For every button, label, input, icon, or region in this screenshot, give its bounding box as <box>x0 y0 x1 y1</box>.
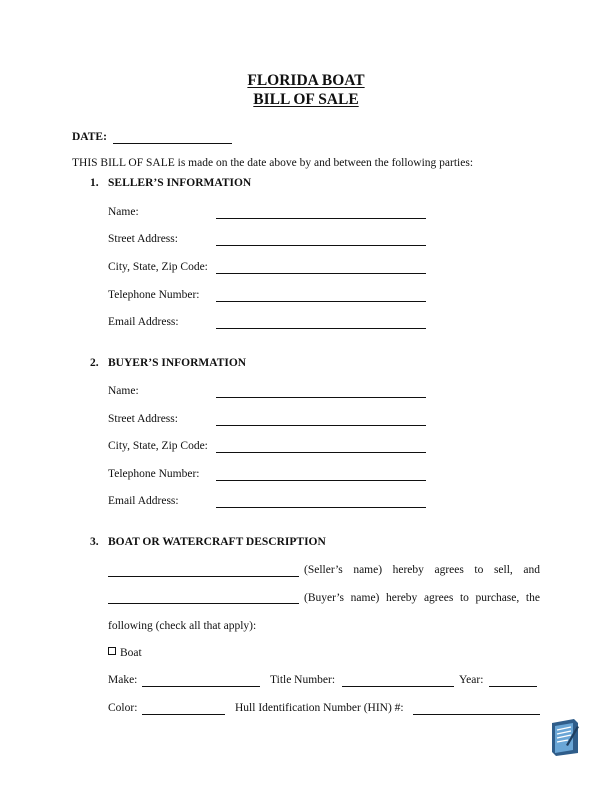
buyer-name-blank[interactable] <box>108 603 299 604</box>
hin-field[interactable] <box>413 714 540 715</box>
sell-agreement-text: (Seller’s name) hereby agrees to sell, and <box>304 564 540 576</box>
document-logo-icon <box>550 717 580 757</box>
make-field[interactable] <box>142 686 260 687</box>
buyer-name-field[interactable] <box>216 397 426 398</box>
seller-street-label: Street Address: <box>108 233 178 245</box>
seller-section-number: 1. <box>90 177 99 189</box>
year-field[interactable] <box>489 686 537 687</box>
document-title-line2: BILL OF SALE <box>253 91 359 108</box>
seller-name-blank[interactable] <box>108 576 299 577</box>
hin-label: Hull Identification Number (HIN) #: <box>235 702 404 714</box>
seller-phone-field[interactable] <box>216 301 426 302</box>
buyer-email-field[interactable] <box>216 507 426 508</box>
year-label: Year: <box>459 674 484 686</box>
seller-section-heading: SELLER’S INFORMATION <box>108 177 252 189</box>
date-label: DATE: <box>72 131 107 143</box>
buyer-section-heading: BUYER’S INFORMATION <box>108 357 247 369</box>
document-title-line1: FLORIDA BOAT <box>247 72 365 89</box>
title-number-label: Title Number: <box>270 674 336 686</box>
buyer-phone-label: Telephone Number: <box>108 468 200 480</box>
seller-name-label: Name: <box>108 206 139 218</box>
seller-email-label: Email Address: <box>108 316 179 328</box>
seller-name-field[interactable] <box>216 218 426 219</box>
buyer-name-label: Name: <box>108 385 139 397</box>
color-label: Color: <box>108 702 138 714</box>
buyer-phone-field[interactable] <box>216 480 426 481</box>
buyer-street-label: Street Address: <box>108 413 178 425</box>
boat-checkbox[interactable] <box>108 647 116 655</box>
seller-email-field[interactable] <box>216 328 426 329</box>
boat-checkbox-label: Boat <box>120 647 142 659</box>
color-field[interactable] <box>142 714 225 715</box>
boat-section-number: 3. <box>90 536 99 548</box>
buy-agreement-text: (Buyer’s name) hereby agrees to purchase, the <box>304 592 540 604</box>
make-label: Make: <box>108 674 138 686</box>
date-field[interactable] <box>113 143 232 144</box>
buyer-city-label: City, State, Zip Code: <box>108 440 208 452</box>
following-text: following (check all that apply): <box>108 620 257 632</box>
buyer-city-field[interactable] <box>216 452 426 453</box>
seller-city-field[interactable] <box>216 273 426 274</box>
seller-street-field[interactable] <box>216 245 426 246</box>
buyer-section-number: 2. <box>90 357 99 369</box>
boat-section-heading: BOAT OR WATERCRAFT DESCRIPTION <box>108 536 326 548</box>
buyer-street-field[interactable] <box>216 425 426 426</box>
boat-checkbox-row[interactable] <box>108 647 142 659</box>
intro-text: THIS BILL OF SALE is made on the date above by and between the following parties: <box>72 157 474 169</box>
seller-city-label: City, State, Zip Code: <box>108 261 208 273</box>
seller-phone-label: Telephone Number: <box>108 289 200 301</box>
title-number-field[interactable] <box>342 686 454 687</box>
buyer-email-label: Email Address: <box>108 495 179 507</box>
